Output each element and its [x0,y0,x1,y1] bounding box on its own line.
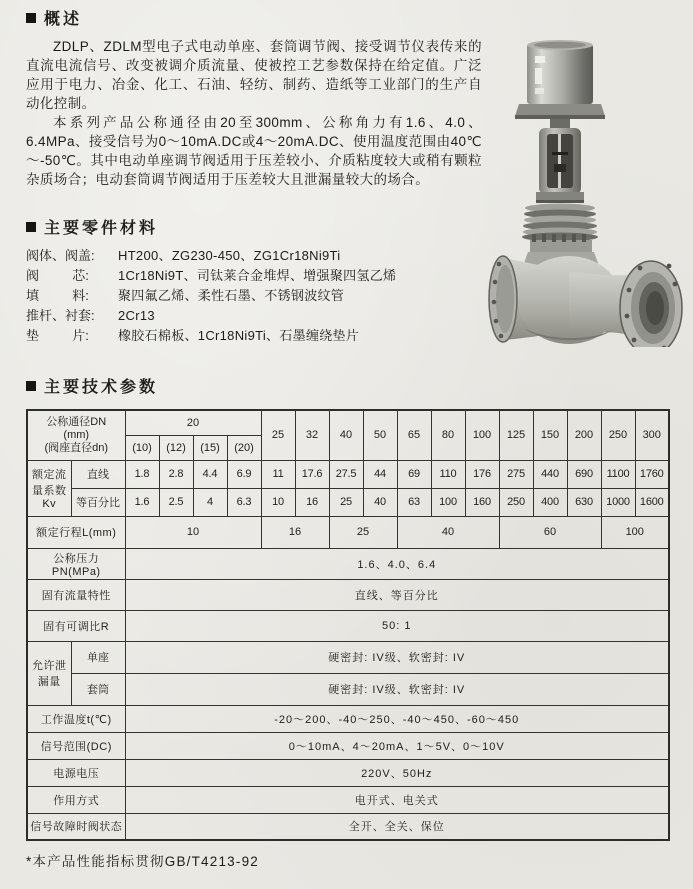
kv-cell: 27.5 [329,460,363,488]
stroke-cell: 40 [397,516,499,548]
kv-cell: 250 [499,488,533,516]
material-label: 垫 片: [26,328,93,343]
stroke-cell: 16 [261,516,329,548]
row-value: 0～10mA、4～20mA、1～5V、0～10V [125,732,669,759]
kv-cell: 25 [329,488,363,516]
material-value: 橡胶石棉板、1Cr18Ni9Ti、石墨缠绕垫片 [118,328,360,343]
dn-col-header: 125 [499,410,533,460]
square-bullet-icon [26,222,36,232]
kv-sub-label: 等百分比 [71,488,125,516]
kv-cell: 11 [261,460,295,488]
dn-col-header: 80 [431,410,465,460]
valve-yoke [536,119,584,203]
dn20-sub-header: (12) [159,435,193,460]
valve-body [489,234,682,347]
overview-title: 概述 [44,11,83,28]
dn-col-header: 100 [465,410,499,460]
kv-cell: 16 [295,488,329,516]
kv-cell: 630 [567,488,601,516]
specs-title: 主要技术参数 [44,379,159,396]
spec-row [27,610,669,641]
material-label: 推杆、衬套: [26,308,99,323]
kv-cell: 275 [499,460,533,488]
kv-row-label: 额定流量系数Kv [27,460,71,516]
stroke-cell: 10 [125,516,261,548]
dn-col-header: 40 [329,410,363,460]
row-label: 信号范围(DC) [27,732,125,759]
spec-row [27,732,669,759]
row-value: 硬密封: IV级、软密封: IV [125,641,669,673]
dn-col-header: 25 [261,410,295,460]
standard-footnote: *本产品性能指标贯彻GB/T4213-92 [26,854,259,869]
square-bullet-icon [26,381,36,391]
specs-table [26,409,670,841]
row-value: 50: 1 [125,610,669,641]
kv-cell: 1100 [601,460,635,488]
specs-heading [26,374,669,397]
row-label: 作用方式 [27,786,125,813]
spec-row [27,813,669,840]
leakage-row [27,673,669,705]
material-value: HT200、ZG230-450、ZG1Cr18Ni9Ti [118,248,341,263]
kv-cell: 44 [363,460,397,488]
stroke-cell: 25 [329,516,397,548]
dn20-sub-header: (15) [193,435,227,460]
kv-linear-row [27,460,669,488]
kv-cell: 1.8 [125,460,159,488]
row-value: 硬密封: IV级、软密封: IV [125,673,669,705]
row-value: 1.6、4.0、6.4 [125,548,669,579]
table-header-row [27,410,669,435]
spec-row [27,759,669,786]
kv-cell: 6.9 [227,460,261,488]
kv-cell: 690 [567,460,601,488]
kv-cell: 1.6 [125,488,159,516]
stroke-cell: 60 [499,516,601,548]
spec-row [27,579,669,610]
row-label: 公称压力PN(MPa) [27,548,125,579]
leakage-sub-label: 单座 [71,641,125,673]
kv-cell: 160 [465,488,499,516]
dn-col-header: 150 [533,410,567,460]
spec-row [27,786,669,813]
specs-section [26,374,669,841]
kv-cell: 63 [397,488,431,516]
square-bullet-icon [26,13,36,23]
row-label: 额定行程L(mm) [27,516,125,548]
corner-line: (mm) [63,428,90,441]
kv-cell: 1000 [601,488,635,516]
kv-cell: 2.5 [159,488,193,516]
row-value: 直线、等百分比 [125,579,669,610]
kv-cell: 6.3 [227,488,261,516]
kv-cell: 1600 [635,488,669,516]
valve-photo [474,32,689,347]
row-label: 固有流量特性 [27,579,125,610]
kv-cell: 69 [397,460,431,488]
row-label: 工作温度t(℃) [27,705,125,732]
leakage-row [27,641,669,673]
valve-photo-drawing [474,32,689,347]
row-label: 电源电压 [27,759,125,786]
corner-cell [27,410,125,460]
row-value: -20～200、-40～250、-40～450、-60～450 [125,705,669,732]
dn-col-header: 300 [635,410,669,460]
spec-row [27,705,669,732]
row-label: 固有可调比R [27,610,125,641]
dn-col-header: 65 [397,410,431,460]
material-label: 阀体、阀盖: [26,248,99,263]
material-value: 2Cr13 [118,308,155,323]
kv-cell: 110 [431,460,465,488]
leakage-sub-label: 套筒 [71,673,125,705]
material-label: 阀 芯: [26,268,93,283]
kv-cell: 10 [261,488,295,516]
row-label: 信号故障时阀状态 [27,813,125,840]
kv-sub-label: 直线 [71,460,125,488]
dn-col-header: 200 [567,410,601,460]
row-value: 电开式、电关式 [125,786,669,813]
kv-cell: 4 [193,488,227,516]
kv-cell: 176 [465,460,499,488]
dn20-sub-header: (10) [125,435,159,460]
materials-title: 主要零件材料 [44,220,159,237]
dn20-sub-header: (20) [227,435,261,460]
material-value: 聚四氟乙烯、柔性石墨、不锈钢波纹管 [118,288,345,303]
row-value: 220V、50Hz [125,759,669,786]
kv-eqpct-row [27,488,669,516]
dn-col-header: 250 [601,410,635,460]
leakage-label: 允许泄漏量 [27,641,71,705]
dn-group-header: 20 [125,410,261,435]
overview-heading [26,6,669,29]
kv-cell: 100 [431,488,465,516]
kv-cell: 1760 [635,460,669,488]
stroke-cell: 100 [601,516,669,548]
kv-cell: 4.4 [193,460,227,488]
dn-col-header: 50 [363,410,397,460]
overview-paragraph: 本系列产品公称通径由20至300mm、公称角力有1.6、4.0、6.4MPa、接受信号为0～10mA.DC或4～20mA.DC、使用温度范围由40℃～-50℃。其中电动单座调节阀适用于压差较小、介质粘度较大或稍有颗粒杂质场合；电动套筒调节阀适用于压差较大且泄漏量较大的场合。 [26,115,482,187]
corner-line: 公称通径DN [46,415,107,428]
stroke-row [27,516,669,548]
kv-cell: 2.8 [159,460,193,488]
corner-line: (阀座直径dn) [44,441,109,454]
overview-paragraph: ZDLP、ZDLM型电子式电动单座、套筒调节阀、接受调节仪表传来的直流电流信号、改变被调介质流量、使被控工艺参数保持在给定值。广泛应用于电力、冶金、化工、石油、轻纺、制药、造纸等工业部门的生产自动化控制。 [26,39,482,111]
valve-actuator [515,40,605,119]
kv-cell: 400 [533,488,567,516]
kv-cell: 440 [533,460,567,488]
spec-row [27,548,669,579]
dn-col-header: 32 [295,410,329,460]
kv-cell: 40 [363,488,397,516]
kv-cell: 17.6 [295,460,329,488]
material-value: 1Cr18Ni9T、司钛莱合金堆焊、增强聚四氢乙烯 [118,268,397,283]
row-value: 全开、全关、保位 [125,813,669,840]
overview-text [26,37,482,189]
material-label: 填 料: [26,288,93,303]
